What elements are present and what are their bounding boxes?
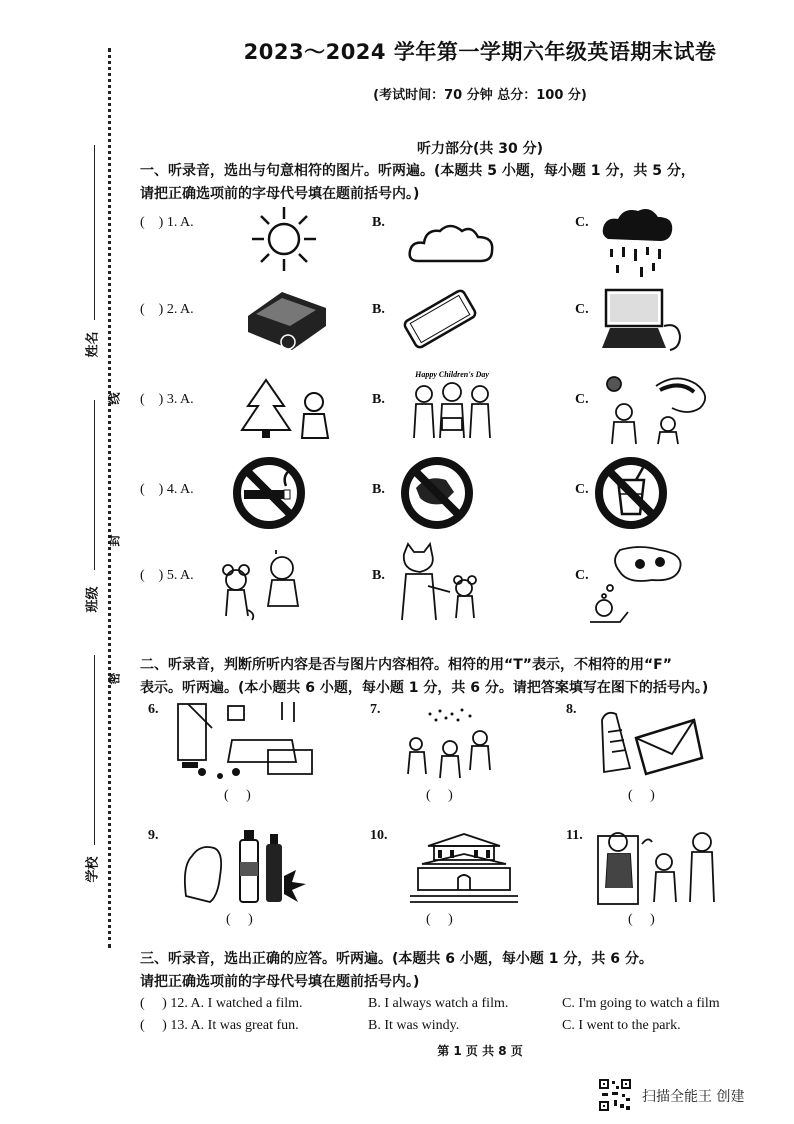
childrens-day-caption: Happy Children's Day (415, 370, 489, 379)
option-b-label: B. (372, 392, 385, 407)
part3-instruction-line2: 请把正确选项前的字母代号填在题前括号内。) (140, 974, 420, 990)
item-10-answer-paren[interactable]: ( ) (426, 912, 453, 927)
question-number[interactable]: ( ) 5. A. (140, 568, 194, 583)
item-6-number: 6. (148, 702, 159, 717)
class-label: 班级 (85, 586, 101, 613)
tiananmen-icon (408, 832, 520, 904)
item-7-answer-paren[interactable]: ( ) (426, 788, 453, 803)
item-11-number: 11. (566, 828, 583, 843)
binding-dotted-line (108, 48, 111, 948)
no-touching-icon (398, 454, 476, 532)
cloud-icon (406, 217, 496, 267)
page-footer: 第 1 页 共 8 页 (437, 1044, 523, 1058)
listening-header: 听力部分(共 30 分) (416, 141, 544, 157)
cat-holding-mouse-icon (386, 542, 490, 622)
letter-icon (596, 708, 706, 780)
option-b-label: B. (372, 302, 385, 317)
option-c-label: C. (575, 302, 589, 317)
school-rule (94, 655, 95, 845)
part1-question-5 (140, 558, 780, 638)
q13-option-b: B. It was windy. (368, 1018, 460, 1033)
school-label: 学校 (85, 856, 101, 883)
childrens-day-icon (402, 368, 502, 444)
item-8-number: 8. (566, 702, 577, 717)
part3-question-12 (140, 996, 780, 1018)
part1-question-2 (140, 292, 780, 372)
scanner-brand-text: 扫描全能王 创建 (642, 1089, 745, 1105)
name-rule (94, 145, 95, 320)
item-9-answer-paren[interactable]: ( ) (226, 912, 253, 927)
part2-instruction (140, 654, 780, 700)
scanner-watermark (598, 1078, 778, 1112)
bottles-icon (180, 826, 310, 906)
part1-instruction-line1: 一、听录音，选出与句意相符的图片。听两遍。(本题共 5 小题，每小题 1 分，共 5 分， (140, 163, 695, 179)
item-9-number: 9. (148, 828, 159, 843)
laptop-icon (600, 286, 686, 356)
option-b-label: B. (372, 568, 385, 583)
part1-question-4 (140, 472, 780, 552)
item-8-answer-paren[interactable]: ( ) (628, 788, 655, 803)
telephone-icon (242, 286, 332, 356)
part1-instruction (140, 160, 780, 206)
no-smoking-icon (230, 454, 308, 532)
item-10-number: 10. (370, 828, 388, 843)
seal-word-secret: 密 (107, 672, 122, 685)
q12-option-c: C. I'm going to watch a film (562, 996, 720, 1011)
question-number[interactable]: ( ) 3. A. (140, 392, 194, 407)
option-c-label: C. (575, 215, 589, 230)
q12-option-a[interactable]: ( ) 12. A. I watched a film. (140, 996, 303, 1011)
question-number[interactable]: ( ) 4. A. (140, 482, 194, 497)
christmas-icon (236, 376, 336, 442)
no-drinking-icon (592, 454, 670, 532)
q12-option-b: B. I always watch a film. (368, 996, 509, 1011)
fireworks-kids-icon (400, 708, 500, 780)
mouse-and-cat-icon (212, 550, 312, 622)
part2-instruction-line1: 二、听录音，判断所听内容是否与图片内容相符。相符的用“T”表示，不相符的用“F” (140, 657, 672, 673)
option-c-label: C. (575, 482, 589, 497)
sun-icon (250, 205, 318, 273)
exam-title: 2023～2024 学年第一学期六年级英语期末试卷 (243, 40, 717, 64)
item-11-answer-paren[interactable]: ( ) (628, 912, 655, 927)
q13-option-c: C. I went to the park. (562, 1018, 681, 1033)
messy-room-icon (172, 700, 322, 782)
spring-festival-icon (596, 372, 714, 446)
mobile-phone-icon (398, 286, 478, 350)
rain-cloud-icon (600, 205, 676, 283)
part1-question-1 (140, 205, 780, 285)
exam-subtitle: (考试时间：70 分钟 总分：100 分) (373, 88, 587, 103)
seal-word-seal: 封 (107, 534, 122, 547)
part3-instruction (140, 948, 780, 994)
family-talking-icon (594, 822, 724, 908)
part1-question-3 (140, 370, 780, 462)
option-c-label: C. (575, 392, 589, 407)
class-rule (94, 400, 95, 570)
option-b-label: B. (372, 482, 385, 497)
part3-instruction-line1: 三、听录音，选出正确的应答。听两遍。(本题共 6 小题，每小题 1 分，共 6 分。 (140, 951, 653, 967)
question-number[interactable]: ( ) 2. A. (140, 302, 194, 317)
qr-code-icon (598, 1078, 632, 1112)
part1-instruction-line2: 请把正确选项前的字母代号填在题前括号内。) (140, 186, 420, 202)
mouse-dreaming-icon (580, 546, 690, 626)
item-7-number: 7. (370, 702, 381, 717)
q13-option-a[interactable]: ( ) 13. A. It was great fun. (140, 1018, 299, 1033)
seal-word-line: 线 (107, 392, 122, 405)
item-6-answer-paren[interactable]: ( ) (224, 788, 251, 803)
name-label: 姓名 (85, 331, 101, 358)
part2-instruction-line2: 表示。听两遍。(本小题共 6 小题，每小题 1 分，共 6 分。请把答案填写在图下的括号内。) (140, 680, 709, 696)
part3-question-13 (140, 1018, 780, 1040)
question-number[interactable]: ( ) 1. A. (140, 215, 194, 230)
option-c-label: C. (575, 568, 589, 583)
option-b-label: B. (372, 215, 385, 230)
